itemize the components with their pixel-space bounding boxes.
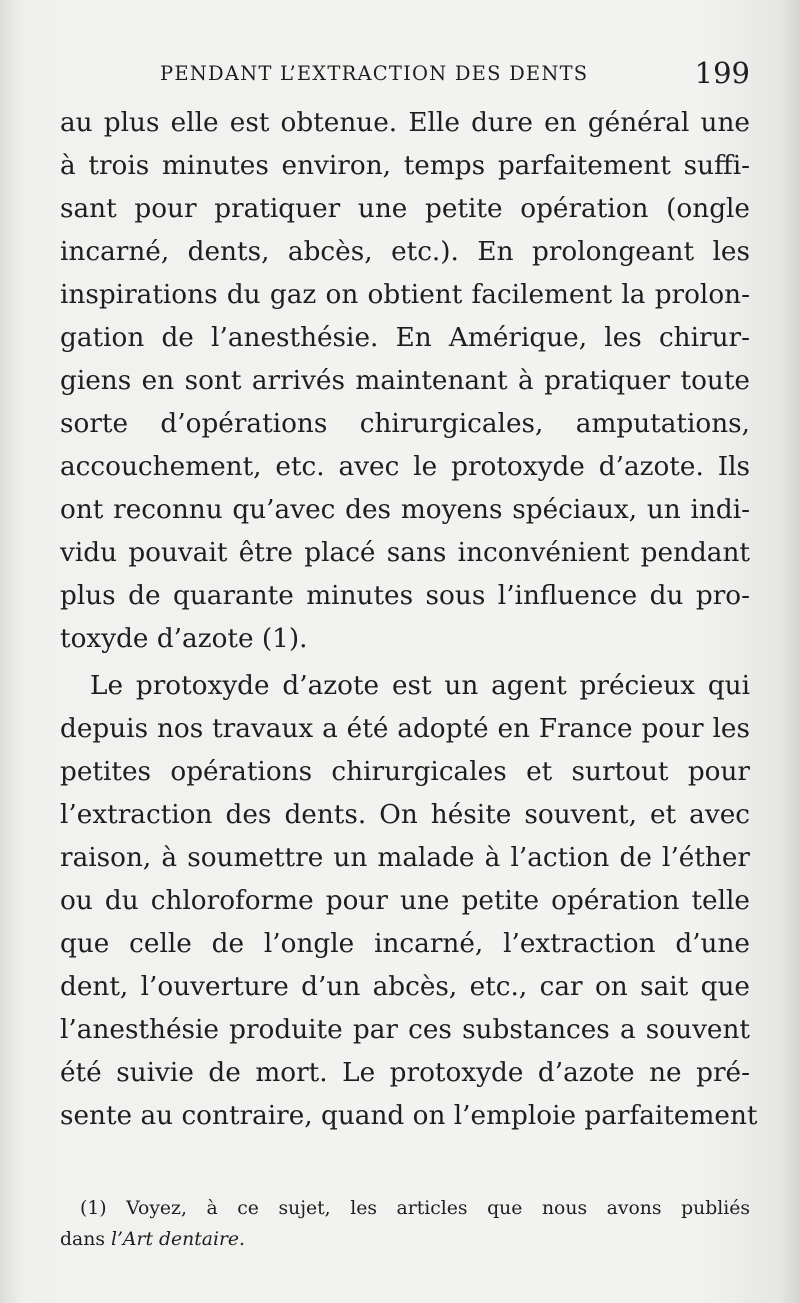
body-line: gation de l’anesthésie. En Amérique, les chirur- [60, 323, 750, 353]
body-line: sant pour pratiquer une petite opération (ongle [60, 194, 750, 224]
body-line: été suivie de mort. Le protoxyde d’azote ne pré- [60, 1058, 750, 1088]
running-head [60, 56, 750, 96]
body-line: l’extraction des dents. On hésite souvent, et avec [60, 800, 750, 830]
body-line: inspirations du gaz on obtient facilement la prolon- [60, 280, 750, 310]
page-number: 199 [694, 56, 750, 90]
footnote-line: (1) Voyez, à ce sujet, les articles que nous avons publiés [80, 1198, 750, 1219]
body-line: dent, l’ouverture d’un abcès, etc., car on sait que [60, 972, 750, 1002]
footnote-journal-title: l’Art dentaire. [110, 1229, 246, 1250]
body-line: sorte d’opérations chirurgicales, amputations, [60, 409, 750, 439]
body-line: vidu pouvait être placé sans inconvénient pendant [60, 538, 750, 568]
body-line: ou du chloroforme pour une petite opération telle [60, 886, 750, 916]
footnote-text: dans [60, 1229, 111, 1250]
body-line: raison, à soumettre un malade à l’action de l’éther [60, 843, 750, 873]
body-line: ont reconnu qu’avec des moyens spéciaux, un indi- [60, 495, 750, 525]
body-line: sente au contraire, quand on l’emploie parfaitement [60, 1101, 758, 1131]
paragraph-first-line: Le protoxyde d’azote est un agent précieux qui [90, 671, 750, 701]
body-line: toxyde d’azote (1). [60, 624, 308, 654]
body-line: plus de quarante minutes sous l’influence du pro- [60, 581, 750, 611]
footnote-line [60, 1225, 750, 1255]
body-line: au plus elle est obtenue. Elle dure en général une [60, 108, 750, 138]
body-line: l’anesthésie produite par ces substances a souvent [60, 1015, 750, 1045]
body-line: incarné, dents, abcès, etc.). En prolongeant les [60, 237, 750, 267]
body-line: que celle de l’ongle incarné, l’extraction d’une [60, 929, 750, 959]
body-line: giens en sont arrivés maintenant à pratiquer toute [60, 366, 750, 396]
body-line: petites opérations chirurgicales et surtout pour [60, 757, 750, 787]
body-line: à trois minutes environ, temps parfaitement suffi- [60, 151, 750, 181]
body-line: accouchement, etc. avec le protoxyde d’azote. Ils [60, 452, 750, 482]
running-title: PENDANT L’EXTRACTION DES DENTS [160, 62, 589, 85]
body-line: depuis nos travaux a été adopté en France pour les [60, 714, 750, 744]
